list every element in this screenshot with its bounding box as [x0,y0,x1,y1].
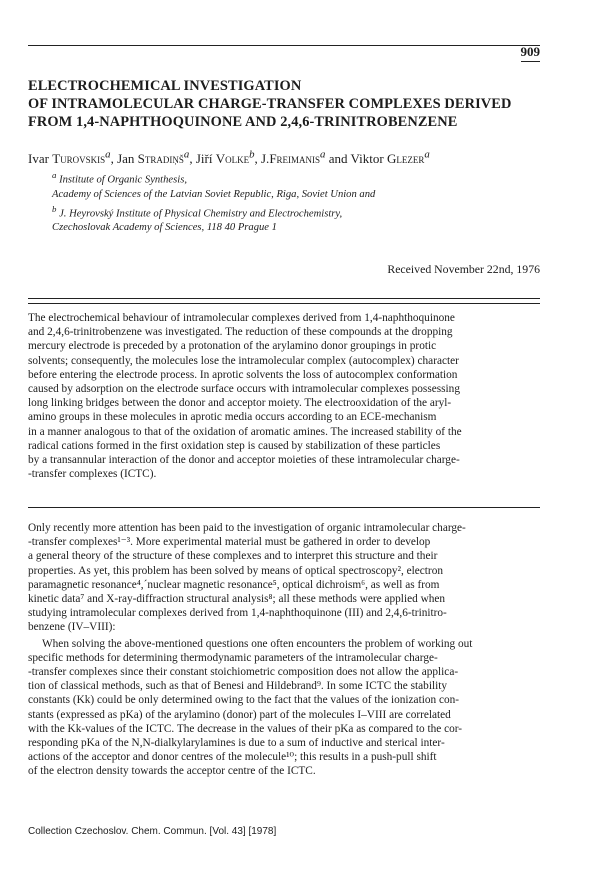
affiliation-line: $^a$ Institute of Organic Synthesis, [52,170,187,186]
abstract-rule-top-inner [28,303,540,304]
body-line: actions of the acceptor and donor centres of the molecule¹⁰; this results in a push-pull shift [28,751,437,764]
body-line: specific methods for determining thermodynamic parameters of the intramolecular charge- [28,651,438,664]
body-line: kinetic data⁷ and X-ray-diffraction structural analysis⁸; all these methods were applied when [28,593,446,606]
body-text [28,521,548,779]
header-rule [28,45,540,46]
affiliation-line: Academy of Sciences of the Latvian Soviet Republic, Riga, Soviet Union and [52,188,376,200]
author: Jan Stradiņš$^a$, [117,149,196,167]
abstract-line: solvents; consequently, the molecules lose the intramolecular complex (autocomplex) character [28,354,459,367]
abstract [28,311,548,481]
abstract-line: by a transannular interaction of the donor and acceptor moieties of these intramolecular charge- [28,454,460,467]
abstract-rule-bottom [28,507,540,508]
body-line: -transfer complexes since their constant stoichiometric composition does not allow the applica- [28,666,459,679]
author: J.Freimanis$^a$ and [261,149,351,167]
title-line: ELECTROCHEMICAL INVESTIGATION [28,78,302,94]
author: Viktor Glezer$^a$ [350,149,430,167]
abstract-line: before entering the electrode process. In aprotic solvents the loss of autocomplex conformation [28,368,458,381]
body-line: benzene (IV–VIII): [28,621,116,634]
author-list [28,149,430,167]
body-line: with the Kk-values of the ICTC. The decrease in the values of their pKa as compared to the cor- [28,722,463,735]
author: Ivar Turovskis$^a$, [28,149,118,167]
page-number: 909 [521,44,541,62]
body-line: constants (Kk) could be only determined owing to the fact that the values of the ionization con- [28,694,460,707]
abstract-line: caused by adsorption on the electrode surface occurs with intramolecular complexes possessing [28,383,460,396]
body-line: a general theory of the structure of these complexes and to interpret this structure and their [28,550,438,563]
abstract-line: long linking bridges between the donor and acceptor moiety. The electrooxidation of the aryl- [28,397,452,410]
affiliations [52,168,375,235]
author: Jiří Volke$^b$, [195,149,261,167]
abstract-line: amino groups in these molecules in aprotic media occurs according to an ECE-mechanism [28,411,437,424]
body-line: Only recently more attention has been paid to the investigation of organic intramolecular charge- [28,522,466,534]
body-line: tion of classical methods, such as that of Benesi and Hildebrand⁹. In some ICTC the stability [28,680,448,693]
abstract-line: The electrochemical behaviour of intramolecular complexes derived from 1,4-naphthoquinone [28,312,455,324]
article-title [28,77,568,131]
abstract-line: radical cations formed in the first oxidation step is caused by stabilization of these particles [28,439,441,452]
received-date: Received November 22nd, 1976 [387,262,540,276]
title-line: FROM 1,4-NAPHTHOQUINONE AND 2,4,6-TRINITROBENZENE [28,114,458,130]
affiliation-line: Czechoslovak Academy of Sciences, 118 40 Prague 1 [52,222,277,234]
abstract-line: -transfer complexes (ICTC). [28,468,157,481]
abstract-line: and 2,4,6-trinitrobenzene was investigated. The reduction of these compounds at the dropping [28,326,453,339]
abstract-rule-top [28,298,540,299]
abstract-line: mercury electrode is preceded by a protonation of the arylamino donor groupings in protic [28,340,437,353]
body-line: of the electron density towards the acceptor centre of the ICTC. [28,765,316,778]
body-line: responding pKa of the N,N-dialkylarylamines is due to a sum of inductive and sterical inter- [28,737,445,750]
body-line: studying intramolecular complexes derived from 1,4-naphthoquinone (III) and 2,4,6-trinitro- [28,607,447,620]
title-line: OF INTRAMOLECULAR CHARGE-TRANSFER COMPLEXES DERIVED [28,96,512,112]
abstract-line: in a manner analogous to that of the oxidation of aromatic amines. The increased stability of the [28,425,462,438]
body-line: When solving the above-mentioned questions one often encounters the problem of working out [42,637,473,650]
body-line: properties. As yet, this problem has been solved by means of optical spectroscopy², electron [28,564,443,577]
body-line: stants (expressed as pKa) of the arylamino (donor) part of the molecules I–VIII are correlated [28,708,451,721]
body-line: paramagnetic resonance⁴,´nuclear magnetic resonance⁵, optical dichroism⁶, as well as from [28,578,440,591]
affiliation-line: $^b$ J. Heyrovský Institute of Physical Chemistry and Electrochemistry, [52,203,343,220]
body-line: -transfer complexes¹⁻³. More experimental material must be gathered in order to develop [28,536,431,549]
journal-footer: Collection Czechoslov. Chem. Commun. [Vol. 43] [1978] [28,826,277,837]
